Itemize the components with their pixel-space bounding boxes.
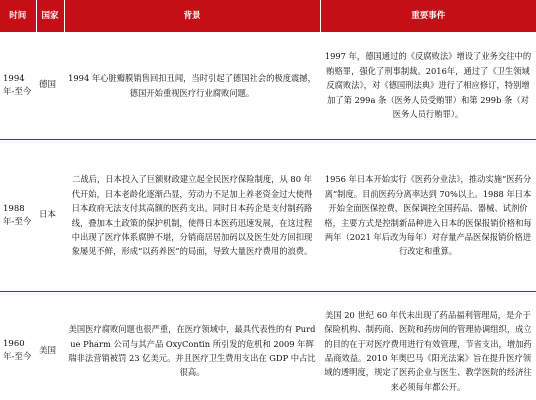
row-time: 1994年-至今 bbox=[0, 32, 36, 140]
table-header bbox=[0, 0, 536, 32]
row-events: 1997 年，德国通过的《反腐败法》增设了业务交往中的贿赂罪，强化了刑事制裁。2016年，通过了《卫生领域反腐败法》，对《德国刑法典》进行了相应修订，特别增加了第 299a 条（医务人员受贿罪）和第 299b 条（对医务人员行贿罪）。 bbox=[320, 32, 536, 140]
header-row bbox=[0, 0, 536, 32]
row-country: 美国 bbox=[39, 345, 57, 356]
row-background: 美国医疗腐败问题也很严重，在医疗领域中，最具代表性的有 Purdue Pharm 公司与其产品 OxyContin 所引发的危机和 2009 年辉瑞非法营销被罚 23 亿美元。并且医疗卫生费用支出在 GDP 中占比很高。 bbox=[68, 324, 316, 378]
row-time: 1960年-至今 bbox=[3, 339, 32, 362]
row-country: 日本 bbox=[36, 140, 64, 292]
header-time: 时间 bbox=[0, 0, 36, 32]
row-country: 德国 bbox=[36, 32, 64, 140]
row-time: 1988年-至今 bbox=[0, 140, 36, 292]
table-body bbox=[0, 32, 536, 400]
header-background: 背景 bbox=[64, 0, 320, 32]
table-row-germany bbox=[0, 32, 536, 140]
row-background: 二战后，日本投入了巨额财政建立起全民医疗保险制度，从 80 年代开始，日本老龄化逐渐凸显，劳动力不足加上养老资金过大使得日本政府无法支付其高额的医药支出。同时日本药企是支付制药路线，叠加本土政策的保护机制，使得日本医药迅速发展，在这过程中出现了医疗体系腐肿不堪，分销商居居加码以及医生处方回扣现象屡见不鲜，形成“以药养医”的局面，导致大量医疗费用的浪费。 bbox=[64, 140, 320, 292]
header-country: 国家 bbox=[36, 0, 64, 32]
row-background: 1994 年心脏瓣膜销售回扣丑闻，当时引起了德国社会的极度震撼，德国开始重视医疗行业腐败问题。 bbox=[64, 32, 320, 140]
row-events: 美国 20 世纪 60 年代末出现了药品福利管理局，是介于保险机构、制药商、医院和药房间的管理协调组织，成立的目的在于对医疗费用进行有效管理，节省支出，增加药品商效益。2010 年奥巴马《阳光法案》旨在提升医疗领域的透明度，规定了医药企业与医生、教学医院的经济往来必须每年都公开。 bbox=[324, 309, 532, 392]
row-events: 1956 年日本开始实行《医药分业法》，推动实施“医药分离”制度。目前医药分离率达到 70%以上。1988 年日本开始全面医保控费，医保调控全国药品、器械、试剂价格，主要方式是控制新品种进入日本的医保报销价格和每两年（2021 年后改为每年）对存量产品医保报销价格进行改定和重算。 bbox=[320, 140, 536, 292]
table-row-usa bbox=[0, 292, 536, 400]
table-row-japan bbox=[0, 140, 536, 292]
header-events: 重要事件 bbox=[320, 0, 536, 32]
